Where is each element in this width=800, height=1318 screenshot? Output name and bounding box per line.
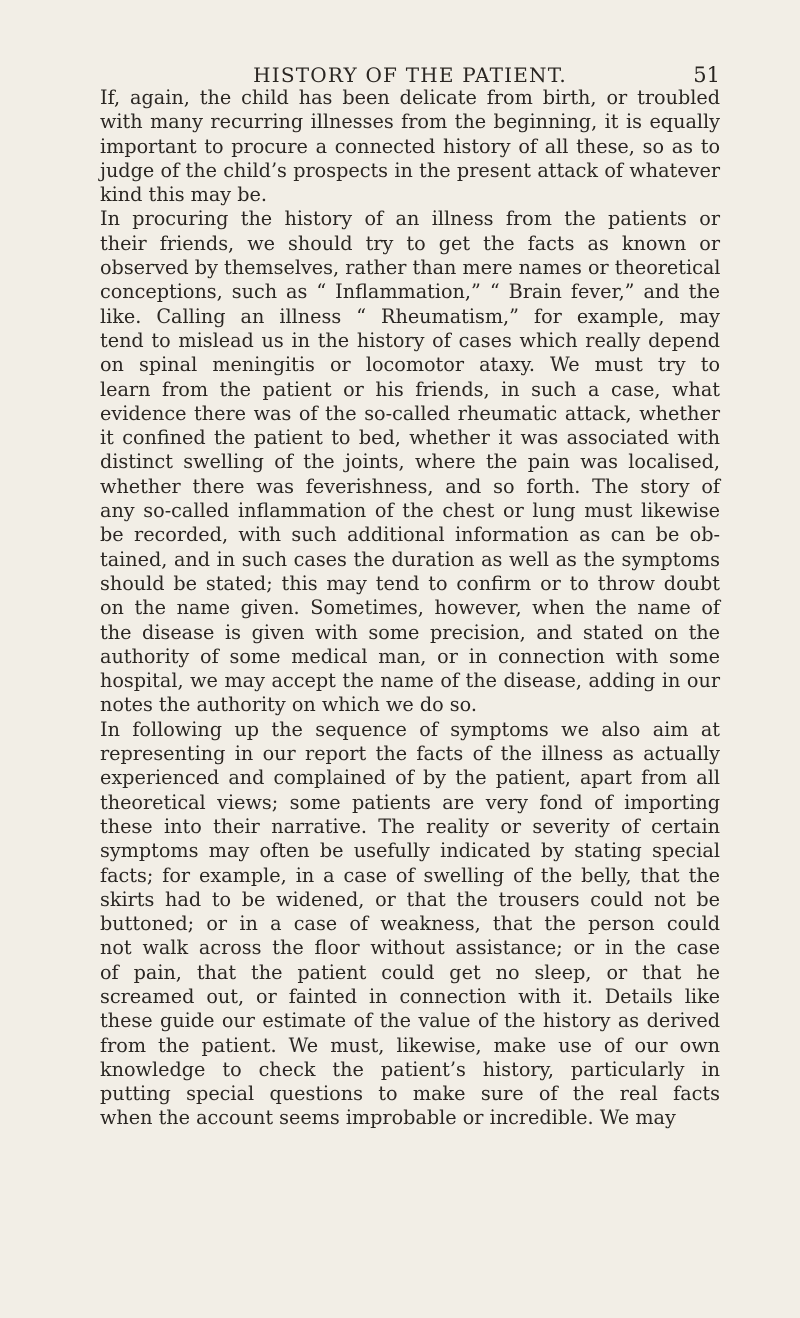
text-line: with many recurring illnesses from the beginning, it is equally: [100, 110, 720, 134]
body-text: [100, 86, 720, 1131]
text-line: knowledge to check the patient’s history, particularly in: [100, 1057, 720, 1081]
paragraph: [100, 207, 720, 717]
text-line: buttoned; or in a case of weakness, that the person could: [100, 912, 720, 936]
text-line: it confined the patient to bed, whether it was associated with: [100, 426, 720, 450]
text-line: tained, and in such cases the duration as well as the symptoms: [100, 547, 720, 571]
text-line: like. Calling an illness “ Rheumatism,” for example, may: [100, 304, 720, 328]
text-line: facts; for example, in a case of swelling of the belly, that the: [100, 863, 720, 887]
text-line: when the account seems improbable or incredible. We may: [100, 1106, 676, 1130]
text-line: learn from the patient or his friends, in such a case, what: [100, 377, 720, 401]
text-line: theoretical views; some patients are very fond of importing: [100, 790, 720, 814]
page-number: 51: [693, 63, 720, 87]
text-line: the disease is given with some precision, and stated on the: [100, 620, 720, 644]
text-line: In following up the sequence of symptoms we also aim at: [100, 717, 720, 741]
text-line: these into their narrative. The reality or severity of certain: [100, 814, 720, 838]
text-line: tend to mislead us in the history of cases which really depend: [100, 328, 720, 352]
running-title: HISTORY OF THE PATIENT.: [253, 63, 567, 87]
text-line: their friends, we should try to get the facts as known or: [100, 231, 720, 255]
text-line: authority of some medical man, or in connection with some: [100, 644, 720, 668]
text-line: kind this may be.: [100, 183, 267, 207]
text-line: If, again, the child has been delicate from birth, or troubled: [100, 86, 720, 109]
text-line: representing in our report the facts of the illness as actually: [100, 742, 720, 766]
text-line: from the patient. We must, likewise, make use of our own: [100, 1033, 720, 1057]
text-line: distinct swelling of the joints, where the pain was localised,: [100, 450, 720, 474]
text-line: hospital, we may accept the name of the disease, adding in our: [100, 669, 720, 693]
text-line: on spinal meningitis or locomotor ataxy. We must try to: [100, 353, 720, 377]
text-line: symptoms may often be usefully indicated by stating special: [100, 839, 720, 863]
text-line: be recorded, with such additional information as can be ob-: [100, 523, 720, 547]
text-line: any so-called inflammation of the chest or lung must likewise: [100, 499, 720, 523]
text-line: skirts had to be widened, or that the trousers could not be: [100, 887, 720, 911]
text-line: observed by themselves, rather than mere names or theoretical: [100, 256, 721, 280]
text-line: putting special questions to make sure of the real facts: [100, 1082, 720, 1106]
text-line: not walk across the floor without assistance; or in the case: [100, 936, 720, 960]
text-line: notes the authority on which we do so.: [100, 693, 477, 717]
paragraph: [100, 718, 720, 1131]
text-line: should be stated; this may tend to confirm or to throw doubt: [100, 571, 720, 595]
text-line: evidence there was of the so-called rheumatic attack, whether: [100, 401, 720, 425]
text-line: these guide our estimate of the value of the history as derived: [100, 1009, 720, 1033]
text-line: conceptions, such as “ Inflammation,” “ Brain fever,” and the: [100, 280, 720, 304]
text-line: experienced and complained of by the patient, apart from all: [100, 766, 720, 790]
text-line: whether there was feverishness, and so forth. The story of: [100, 474, 720, 498]
text-line: screamed out, or fainted in connection with it. Details like: [100, 984, 720, 1008]
text-line: on the name given. Sometimes, however, when the name of: [100, 596, 720, 620]
text-line: of pain, that the patient could get no sleep, or that he: [100, 960, 720, 984]
text-line: important to procure a connected history of all these, so as to: [100, 134, 720, 158]
paragraph: [100, 86, 720, 207]
text-line: judge of the child’s prospects in the present attack of whatever: [100, 158, 720, 182]
text-line: In procuring the history of an illness from the patients or: [100, 207, 720, 231]
